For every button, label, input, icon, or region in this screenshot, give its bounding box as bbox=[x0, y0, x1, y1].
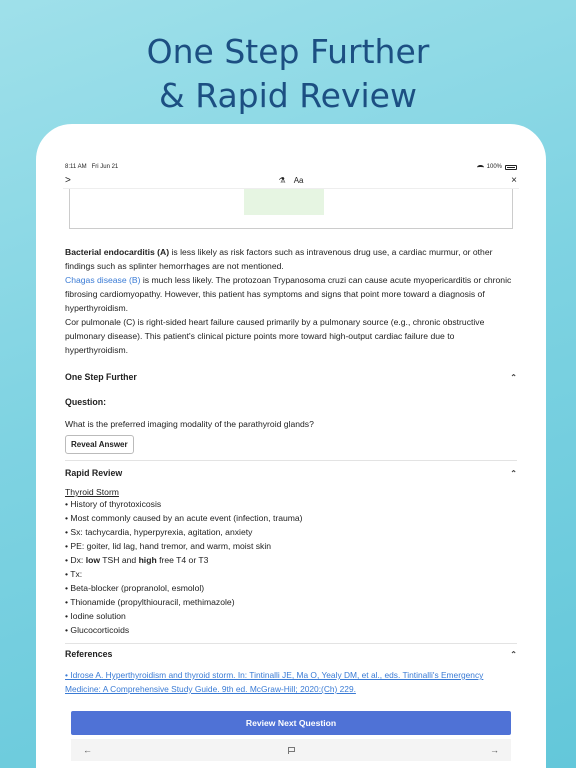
list-item: • Thionamide (propylthiouracil, methimazole) bbox=[65, 595, 517, 609]
references-title: References bbox=[65, 649, 113, 659]
status-bar bbox=[63, 161, 519, 173]
list-item: • History of thyrotoxicosis bbox=[65, 497, 517, 511]
text-size-button[interactable]: Aa bbox=[293, 176, 304, 185]
wifi-icon bbox=[477, 165, 484, 170]
status-time: 8:11 AM bbox=[65, 164, 87, 170]
rapid-review-header[interactable] bbox=[65, 465, 517, 481]
list-item: • Most commonly caused by an acute event (infection, trauma) bbox=[65, 511, 517, 525]
flag-icon[interactable] bbox=[288, 747, 294, 754]
dx-mid: TSH and bbox=[100, 555, 139, 565]
reveal-answer-button[interactable]: Reveal Answer bbox=[65, 435, 134, 454]
list-item: • PE: goiter, lid lag, hand tremor, and warm, moist skin bbox=[65, 539, 517, 553]
headline-line-1: One Step Further bbox=[146, 32, 430, 71]
question-text: What is the preferred imaging modality of the parathyroid glands? bbox=[65, 419, 314, 429]
battery-percent: 100% bbox=[486, 164, 502, 170]
choice-b-text bbox=[65, 273, 517, 315]
divider bbox=[65, 460, 517, 461]
divider bbox=[65, 643, 517, 644]
references-header[interactable] bbox=[65, 646, 517, 662]
list-item: • Sx: tachycardia, hyperpyrexia, agitation, anxiety bbox=[65, 525, 517, 539]
close-icon[interactable]: × bbox=[511, 175, 517, 186]
list-item bbox=[65, 553, 517, 567]
flask-icon[interactable]: ⚗ bbox=[278, 176, 286, 185]
explanation-content bbox=[63, 245, 519, 696]
one-step-further-header[interactable] bbox=[65, 369, 517, 385]
image-note bbox=[244, 189, 324, 215]
dx-low: low bbox=[85, 555, 101, 565]
list-item: • Tx: bbox=[65, 567, 517, 581]
dx-end: free T4 or T3 bbox=[156, 555, 209, 565]
list-item: • Iodine solution bbox=[65, 609, 517, 623]
arrow-left-icon[interactable]: ← bbox=[83, 745, 92, 755]
dx-high: high bbox=[138, 555, 157, 565]
review-next-question-button[interactable]: Review Next Question bbox=[71, 711, 511, 735]
chevron-right-icon[interactable]: > bbox=[65, 175, 71, 186]
choice-b-rest: is much less likely. The protozoan Trypanosoma cruzi can cause acute myopericarditis or chronic fibrosing cardiomyopathy. However, this patient has symptoms and signs that point more toward a diagnosis of hyperthyroidism. bbox=[65, 275, 512, 313]
arrow-right-icon[interactable]: → bbox=[490, 745, 499, 755]
choice-c-text: Cor pulmonale (C) is right-sided heart failure caused primarily by a pulmonary source (e.g., chronic obstructive pulmonary disease). This patient's clinical picture points more toward high-output cardiac failure due to hyperthyroidism. bbox=[65, 317, 485, 355]
chevron-up-icon[interactable]: ⌃ bbox=[510, 649, 517, 659]
battery-icon bbox=[505, 165, 517, 170]
choice-a-text bbox=[65, 245, 517, 273]
one-step-further-title: One Step Further bbox=[65, 372, 137, 382]
nav-bar bbox=[63, 173, 519, 189]
app-screen bbox=[63, 161, 519, 768]
explanation-text bbox=[65, 245, 517, 357]
choice-b-link[interactable]: Chagas disease (B) bbox=[65, 275, 141, 285]
rapid-review-title: Rapid Review bbox=[65, 468, 123, 478]
explanation-image bbox=[69, 189, 513, 229]
status-date: Fri Jun 21 bbox=[91, 164, 119, 170]
rapid-review-list bbox=[65, 497, 517, 637]
bottom-toolbar bbox=[71, 739, 511, 761]
chevron-up-icon[interactable]: ⌃ bbox=[510, 372, 517, 382]
tablet-frame bbox=[36, 124, 546, 768]
dx-prefix: Dx: bbox=[70, 555, 86, 565]
choice-a-label: Bacterial endocarditis (A) bbox=[65, 247, 170, 257]
chevron-up-icon[interactable]: ⌃ bbox=[510, 468, 517, 478]
headline-line-2: & Rapid Review bbox=[159, 76, 417, 115]
list-item: • Beta-blocker (propranolol, esmolol) bbox=[65, 581, 517, 595]
list-item: • Glucocorticoids bbox=[65, 623, 517, 637]
rapid-review-topic: Thyroid Storm bbox=[65, 487, 119, 497]
headline bbox=[0, 30, 576, 118]
question-label: Question: bbox=[65, 397, 107, 407]
choice-a-rest: is less likely as risk factors such as intravenous drug use, a cardiac murmur, or other findings such as splinter hemorrhages are not mentioned. bbox=[65, 247, 493, 271]
reference-link[interactable]: • Idrose A. Hyperthyroidism and thyroid storm. In: Tintinalli JE, Ma O, Yealy DM, et al., eds. Tintinalli's Emergency Medicine: A Comprehensive Study Guide. 9th ed. McGraw-Hill; 2020:(Ch) 229. bbox=[65, 670, 484, 694]
